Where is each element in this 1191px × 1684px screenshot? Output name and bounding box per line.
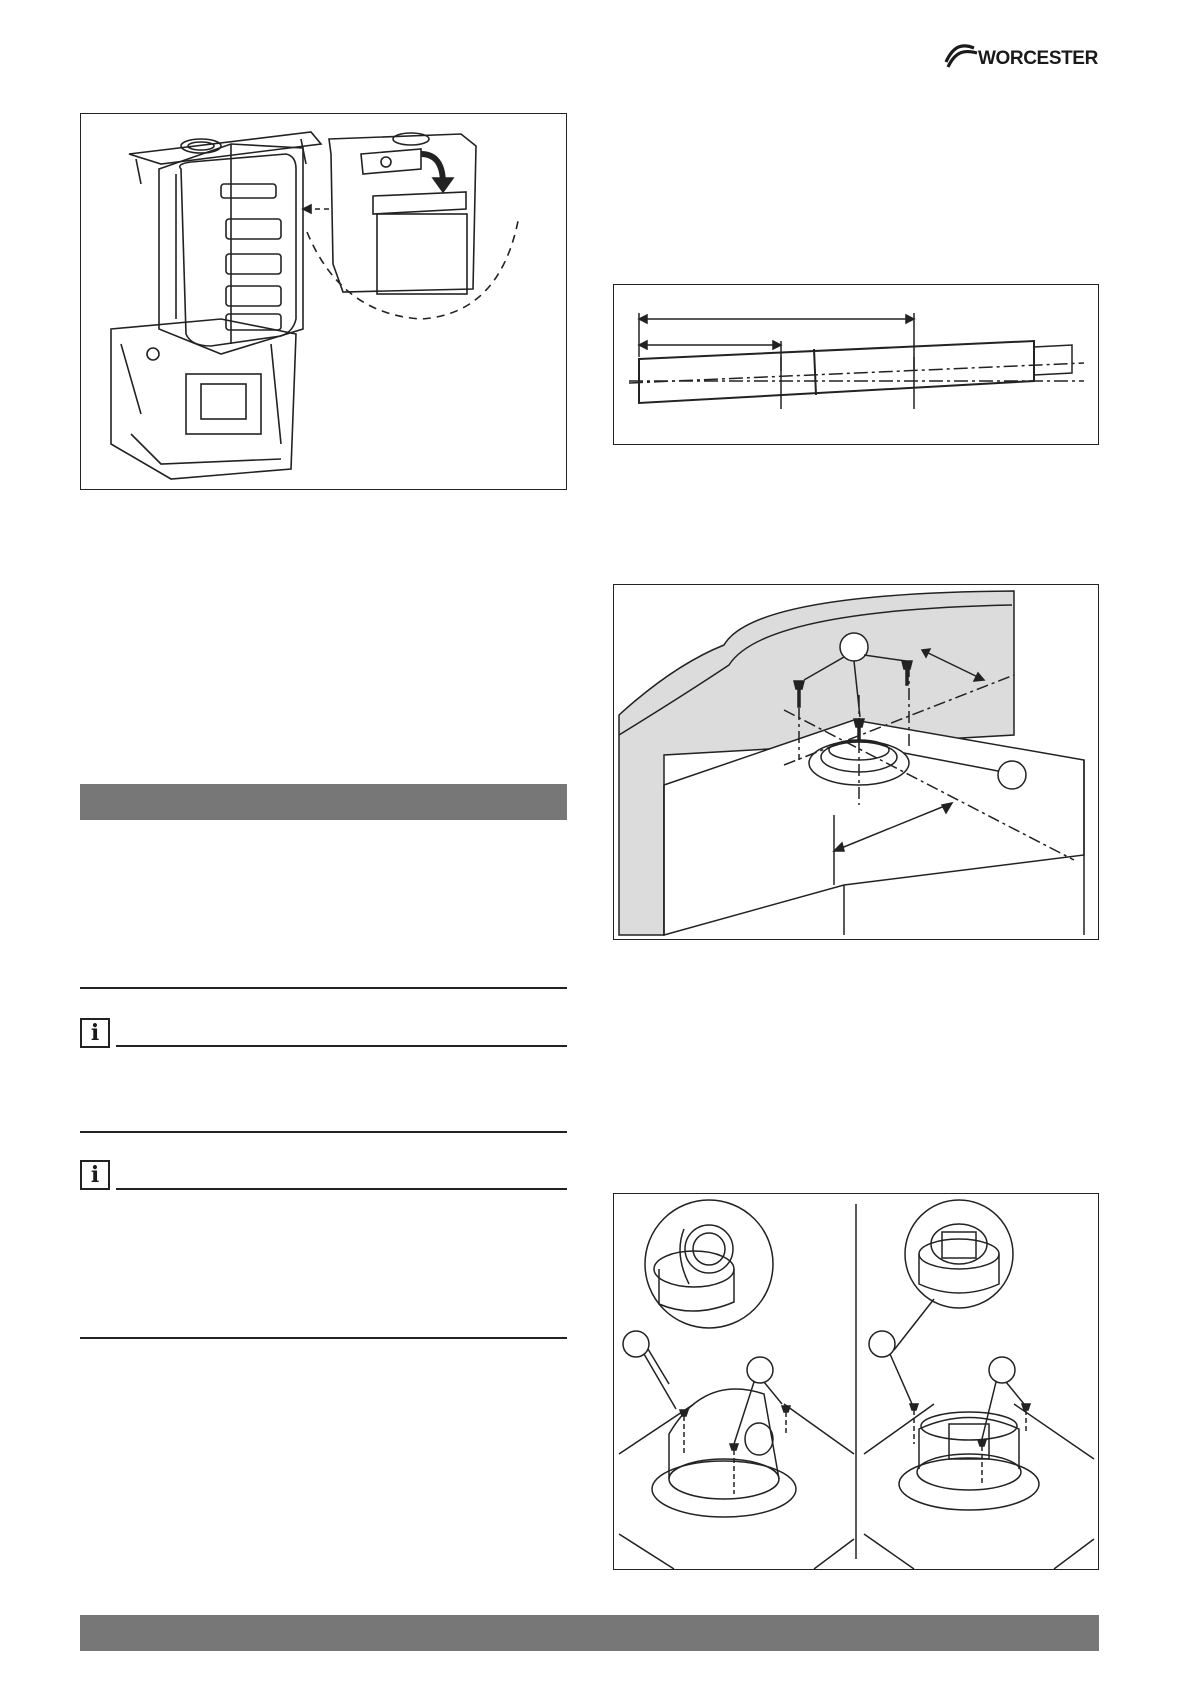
figure-flue-pipe-measure: [613, 284, 1099, 445]
brand-logo: [944, 40, 1104, 76]
section-header-band: [80, 784, 567, 820]
info-icon: i: [80, 1018, 110, 1048]
section-divider: [80, 1337, 567, 1339]
figure-flue-elbow-details: [613, 1193, 1099, 1570]
info-icon: i: [80, 1160, 110, 1190]
section-divider: [80, 987, 567, 989]
flue-pipe-diagram: [614, 285, 1098, 444]
flue-elbow-diagram: [614, 1194, 1098, 1569]
flue-adaptor-diagram: [614, 585, 1098, 939]
note-rule: [116, 1045, 567, 1047]
brand-swoosh-icon: [944, 40, 980, 70]
brand-name: WORCESTER: [978, 48, 1098, 69]
boiler-illustration: [81, 114, 566, 489]
section-divider: [80, 1131, 567, 1133]
figure-flue-adaptor-install: [613, 584, 1099, 940]
footer-section-band: [80, 1615, 1099, 1651]
note-rule: [116, 1188, 567, 1190]
figure-boiler-hanging: [80, 113, 567, 490]
